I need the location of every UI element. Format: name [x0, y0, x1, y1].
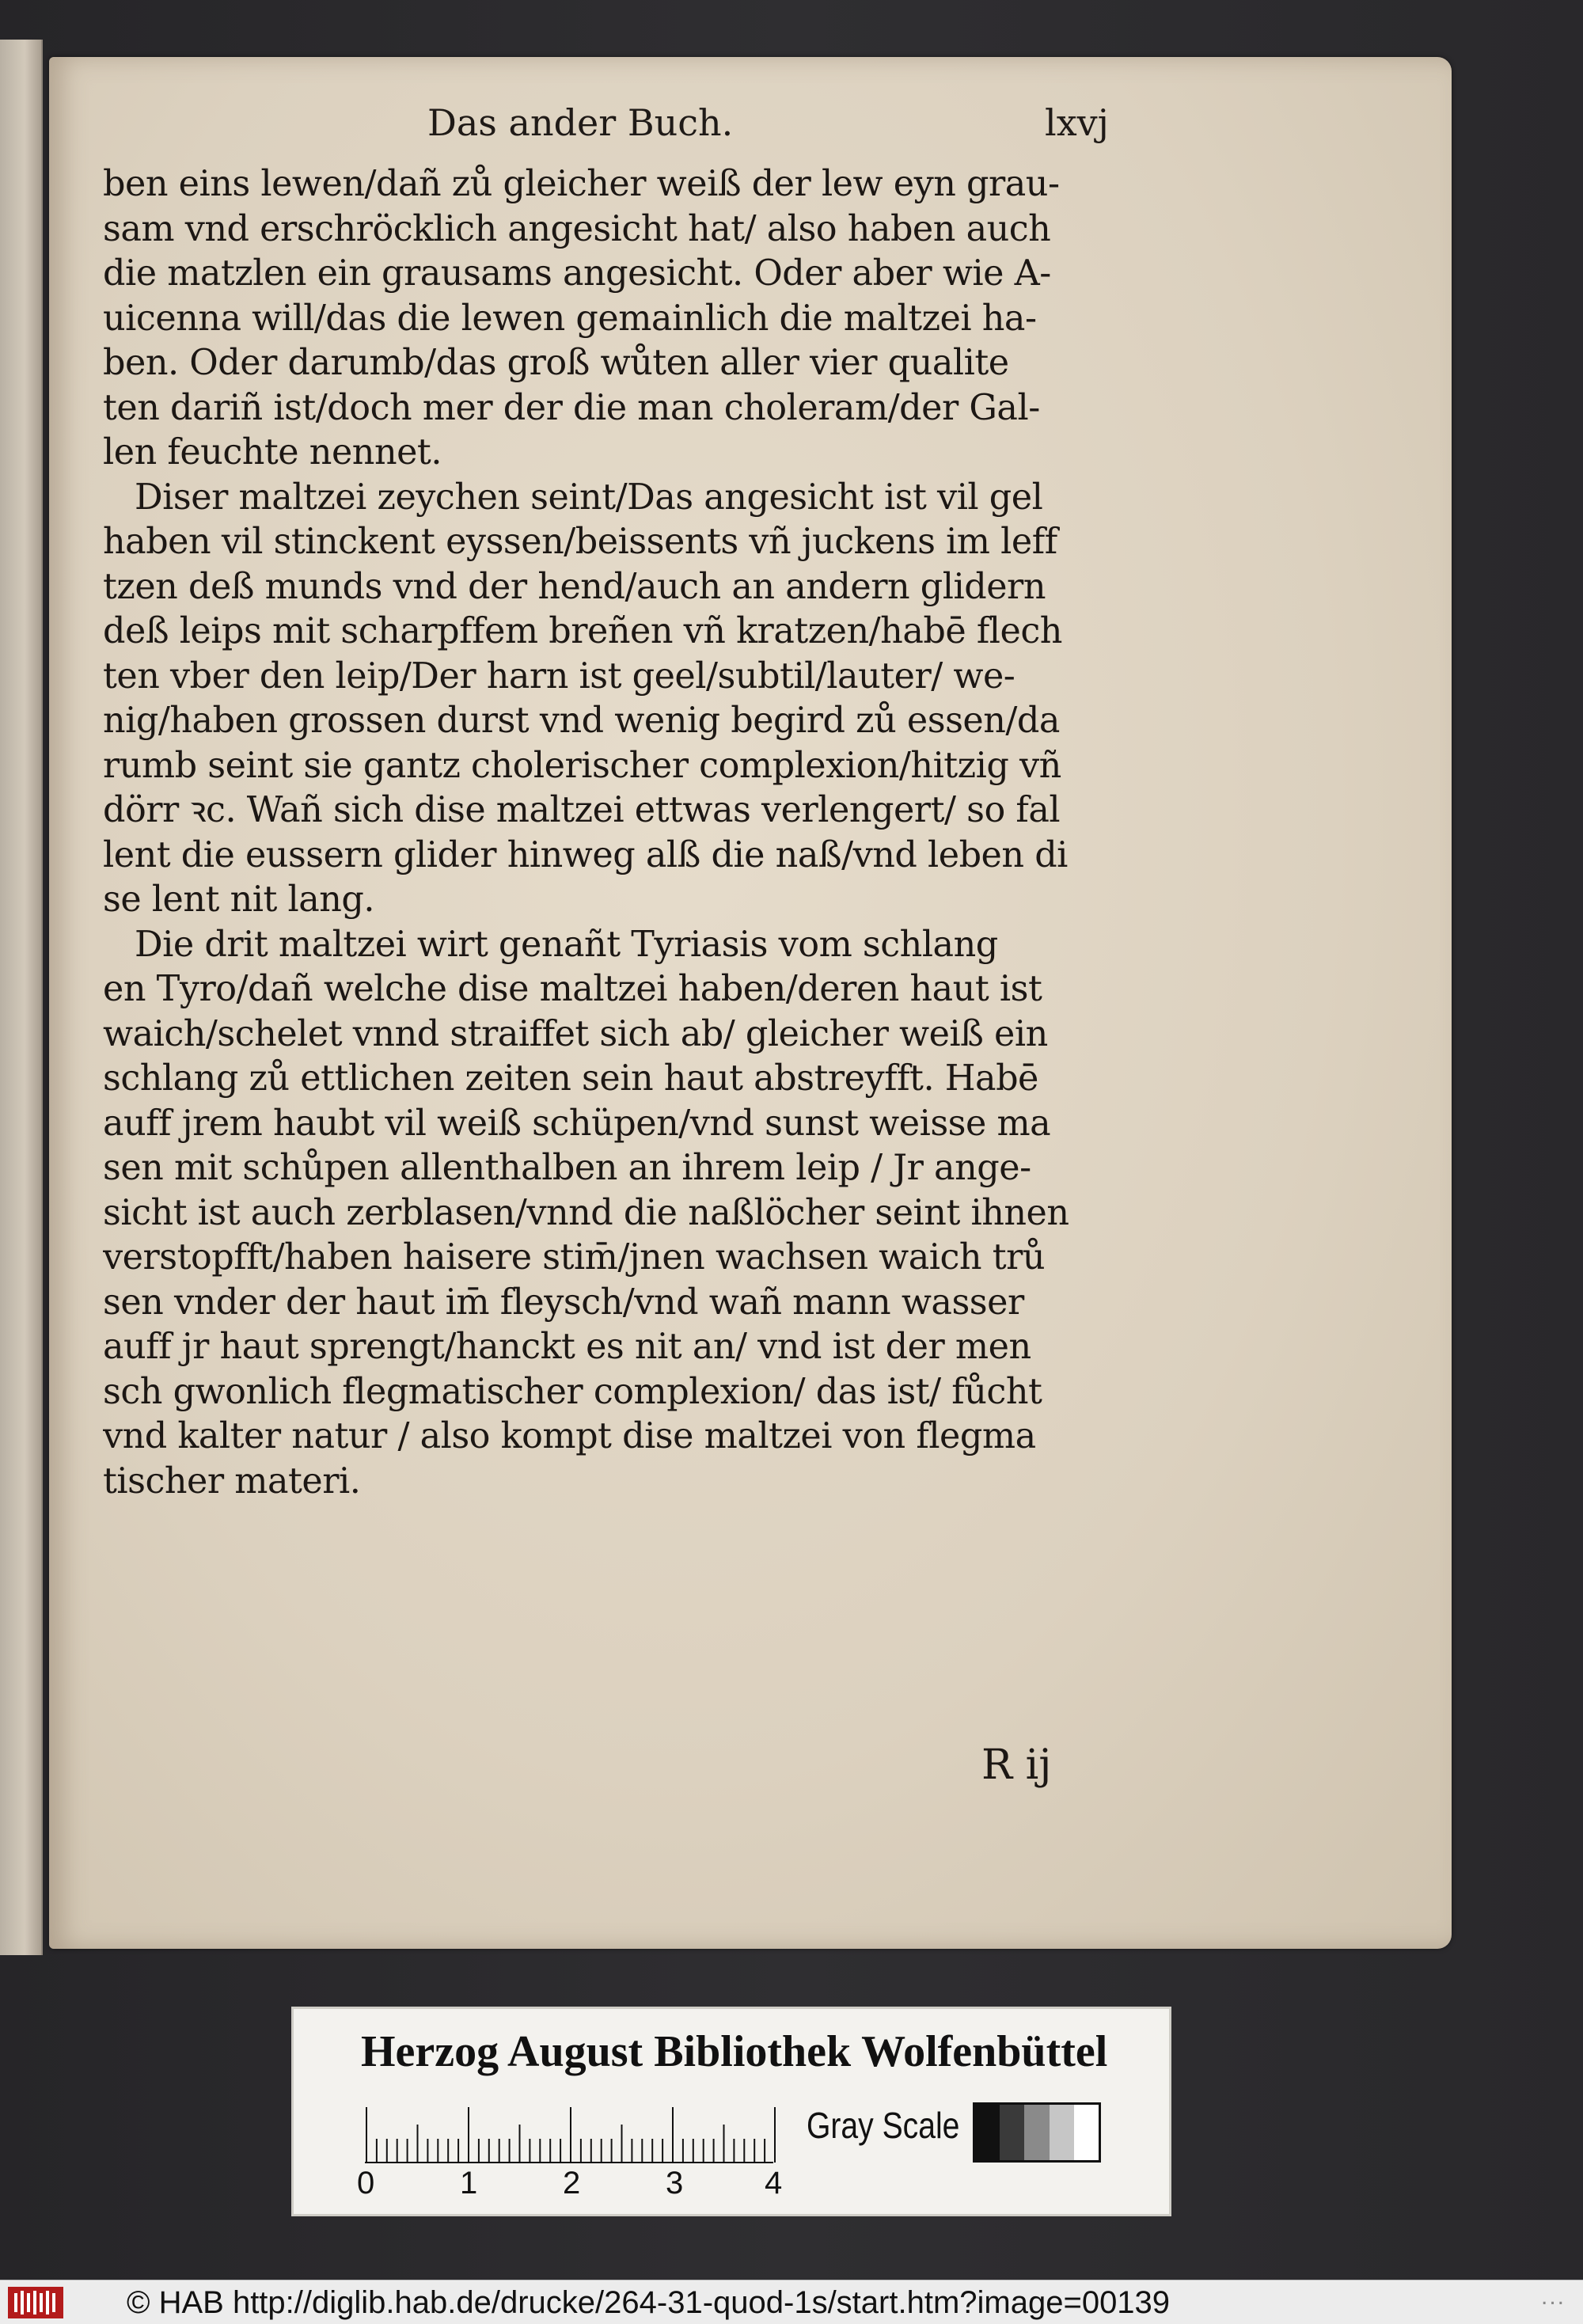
color-scale-card	[291, 2007, 1171, 2216]
text-line: nig/haben grossen durst vnd wenig begird zů essen/da	[103, 701, 1060, 741]
text-line: ten dariñ ist/doch mer der die man choleram/der Gal-	[103, 387, 1040, 428]
text-line: sam vnd erschröcklich angesicht hat/ also haben auch	[103, 208, 1051, 249]
text-line: haben vil stinckent eyssen/beissents vñ juckens im leff	[103, 522, 1057, 562]
more-icon[interactable]: ...	[1540, 2284, 1566, 2310]
text-line: dörr ꝛc. Wañ sich dise maltzei ettwas verlengert/ so fal	[103, 790, 1061, 830]
text-line: tzen deß munds vnd der hend/auch an andern glidern	[103, 566, 1046, 607]
text-line: sch gwonlich flegmatischer complexion/ das ist/ fůcht	[103, 1371, 1042, 1412]
signature-mark: R ij	[981, 1741, 1052, 1789]
ruler-number: 1	[460, 2166, 478, 2201]
text-line: sicht ist auch zerblasen/vnnd die naßlöcher seint ihnen	[103, 1192, 1069, 1233]
text-line: auff jr haut sprengt/hanckt es nit an/ vnd ist der men	[103, 1327, 1031, 1367]
text-line: Die drit maltzei wirt genañt Tyriasis vom schlang	[135, 924, 998, 965]
text-line: ben. Oder darumb/das groß wůten aller vier qualite	[103, 343, 1009, 383]
text-line: rumb seint sie gantz cholerischer complexion/hitzig vñ	[103, 745, 1061, 786]
text-line: ten vber den leip/Der harn ist geel/subtil/lauter/ we-	[103, 655, 1015, 697]
text-line: se lent nit lang.	[103, 879, 375, 920]
text-line: die matzlen ein grausams angesicht. Oder aber wie A-	[103, 253, 1051, 294]
text-line: tischer materi.	[103, 1460, 361, 1502]
text-line: ben eins lewen/dañ zů gleicher weiß der lew eyn grau-	[103, 164, 1060, 204]
footer-bar	[0, 2280, 1583, 2324]
text-line: uicenna will/das die lewen gemainlich die maltzei ha-	[103, 298, 1037, 339]
gray-swatch	[1074, 2105, 1099, 2160]
body-text	[103, 162, 1243, 1504]
text-line: waich/schelet vnnd straiffet sich ab/ gleicher weiß ein	[103, 1013, 1048, 1054]
previous-page-edge	[0, 40, 43, 1955]
gray-swatch	[975, 2105, 1000, 2160]
text-line: en Tyro/dañ welche dise maltzei haben/deren haut ist	[103, 969, 1042, 1009]
card-title: Herzog August Bibliothek Wolfenbüttel	[361, 2027, 1108, 2076]
text-line: schlang zů ettlichen zeiten sein haut abstreyfft. Habē	[103, 1058, 1038, 1099]
ruler-ticks	[365, 2104, 776, 2167]
running-head	[372, 101, 1164, 149]
folio-number: lxvj	[1045, 101, 1109, 144]
text-line: sen vnder der haut im̄ fleysch/vnd wañ mann wasser	[103, 1282, 1024, 1323]
hab-logo-icon	[8, 2287, 63, 2318]
text-line: auff jrem haubt vil weiß schüpen/vnd sunst weisse ma	[103, 1103, 1051, 1144]
running-head-title: Das ander Buch.	[427, 101, 734, 144]
ruler-number: 4	[765, 2166, 783, 2201]
text-line: vnd kalter natur / also kompt dise maltzei von flegma	[103, 1416, 1036, 1456]
ruler-number: 3	[666, 2166, 684, 2201]
gray-scale-label: Gray Scale	[807, 2105, 960, 2146]
cm-ruler	[357, 2104, 783, 2201]
text-line: verstopfft/haben haisere stim̄/jnen wachsen waich trů	[103, 1237, 1046, 1278]
gray-swatch	[1050, 2105, 1074, 2160]
gray-swatch	[1024, 2105, 1049, 2160]
copyright-url[interactable]: © HAB http://diglib.hab.de/drucke/264-31-quod-1s/start.htm?image=00139	[127, 2285, 1171, 2320]
ruler-number: 0	[357, 2166, 375, 2201]
text-line: sen mit schůpen allenthalben an ihrem leip / Jr ange-	[103, 1148, 1031, 1188]
text-line: len feuchte nennet.	[103, 432, 442, 473]
gray-scale-swatches	[973, 2102, 1101, 2163]
text-line: Diser maltzei zeychen seint/Das angesicht ist vil gel	[135, 477, 1043, 518]
gray-swatch	[1000, 2105, 1024, 2160]
text-line: lent die eussern glider hinweg alß die naß/vnd leben di	[103, 834, 1068, 875]
text-line: deß leips mit scharpffem breñen vñ kratzen/habē flech	[103, 611, 1062, 651]
ruler-number: 2	[563, 2166, 581, 2201]
